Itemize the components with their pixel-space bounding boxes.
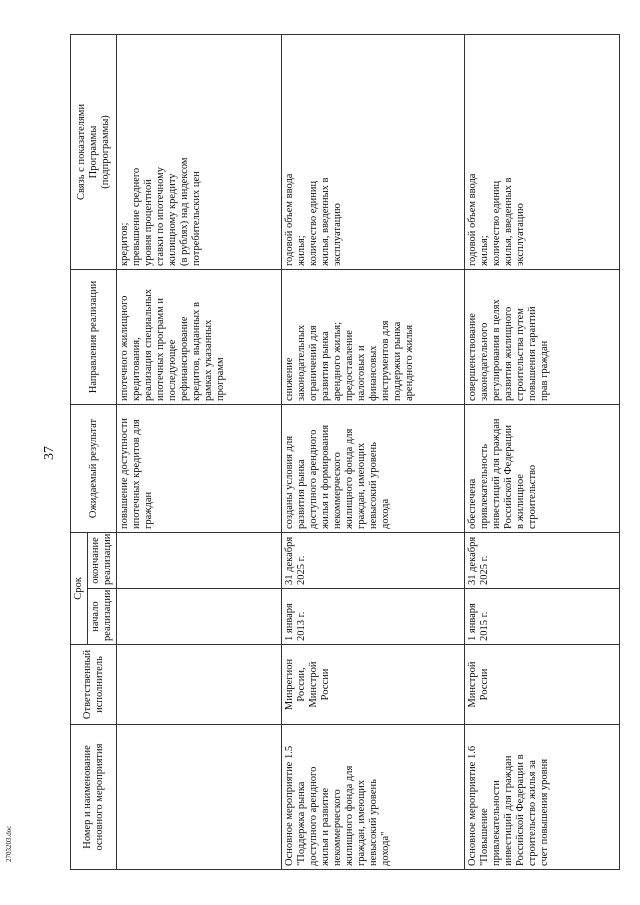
- header-event: [71, 725, 117, 870]
- text-line: кредитования,: [131, 337, 142, 401]
- header-term: Срок: [71, 532, 88, 644]
- text-line: совершенствование: [467, 313, 478, 401]
- page-number: 37: [42, 446, 57, 460]
- text-line: финансовых: [368, 345, 379, 401]
- text-line: Ответственный: [81, 649, 93, 720]
- text-line: предоставление: [344, 330, 355, 401]
- text-line: Российской Федерации: [503, 425, 514, 529]
- cell-directions: [282, 269, 465, 404]
- cell-end: [282, 532, 465, 588]
- text-line: 31 декабря: [284, 536, 295, 585]
- text-line: годовой объем ввода: [467, 173, 478, 266]
- text-line: жилья, введенных в: [320, 177, 331, 266]
- text-line: Основное мероприятие 1.6: [467, 745, 478, 866]
- footer-filename: 2703203.doc: [5, 825, 13, 862]
- text-line: Минстрой: [308, 661, 319, 708]
- text-line: потребительских цен: [191, 171, 202, 266]
- header-start: [88, 589, 117, 645]
- header-end: [88, 532, 117, 588]
- table-row: [465, 34, 620, 869]
- cell-executor: [465, 645, 620, 725]
- text-line: уровня процентной: [143, 179, 154, 266]
- text-line: жилищного фонда для: [344, 428, 355, 529]
- text-line: России: [479, 668, 490, 701]
- text-line: исполнитель: [93, 656, 105, 713]
- text-line: Российской Федерации в: [515, 754, 526, 866]
- text-line: Минстрой: [467, 661, 478, 708]
- text-line: рефинансирование: [179, 316, 190, 401]
- text-line: созданы условия для: [284, 435, 295, 529]
- events-table-wrapper: [70, 35, 620, 870]
- text-line: 2025 г.: [296, 555, 307, 585]
- text-line: арендного жилья;: [332, 322, 343, 401]
- text-line: Номер и наименование: [81, 745, 93, 849]
- text-line: годовой объем ввода: [284, 173, 295, 266]
- text-line: "Поддержка рынка: [296, 781, 307, 866]
- text-line: невысокий уровень: [368, 779, 379, 866]
- text-line: граждан: [143, 491, 154, 529]
- cell-event: [465, 725, 620, 870]
- text-line: жилья и развитие: [320, 787, 331, 866]
- header-executor: [71, 645, 117, 725]
- text-line: последующее: [167, 339, 178, 401]
- text-line: налоговых и: [356, 345, 367, 401]
- text-line: законодательного: [479, 322, 490, 401]
- text-line: рамках указанных: [203, 319, 214, 401]
- text-line: повышения гарантий: [527, 306, 538, 401]
- text-line: развития рынка: [320, 331, 331, 401]
- text-line: ипотечных кредитов для: [131, 419, 142, 529]
- text-line: счет повышения уровня: [539, 758, 550, 866]
- text-line: реализация специальных: [143, 288, 154, 401]
- cell-result: [465, 404, 620, 532]
- text-line: жилья, введенных в: [503, 177, 514, 266]
- text-line: доступного арендного: [308, 429, 319, 529]
- text-line: (в рублях) над индексом: [179, 157, 190, 266]
- text-line: строительство: [527, 464, 538, 529]
- text-line: начало: [90, 601, 101, 632]
- cell-result: [282, 404, 465, 532]
- text-line: жилищного фонда для: [344, 765, 355, 866]
- cell-end: [465, 532, 620, 588]
- cell-start: [465, 589, 620, 645]
- text-line: окончание: [90, 537, 101, 584]
- text-line: строительства путем: [515, 308, 526, 401]
- text-line: эксплуатацию: [515, 203, 526, 266]
- text-line: России,: [296, 667, 307, 702]
- text-line: граждан, имеющих: [356, 779, 367, 866]
- text-line: России: [320, 668, 331, 701]
- text-line: 31 декабря: [467, 536, 478, 585]
- text-line: ограничений для: [308, 325, 319, 401]
- text-line: в жилищное: [515, 473, 526, 529]
- text-line: Основное мероприятие 1.5: [284, 745, 295, 866]
- text-line: некоммерческого: [332, 452, 343, 529]
- text-line: 1 января: [467, 603, 478, 641]
- cell-directions: [465, 269, 620, 404]
- text-line: привлекательность: [479, 444, 490, 529]
- text-line: законодательных: [296, 324, 307, 401]
- text-line: жилья;: [479, 235, 490, 266]
- text-line: превышение среднего: [131, 167, 142, 266]
- text-line: "Повышение: [479, 808, 490, 866]
- text-line: ставки по ипотечному: [155, 166, 166, 266]
- text-line: повышение доступности: [119, 418, 130, 529]
- cell-event: [282, 725, 465, 870]
- text-line: регулирования в целях: [491, 299, 502, 401]
- text-line: программ: [215, 357, 226, 401]
- text-line: 2015 г.: [479, 611, 490, 641]
- text-line: инвестиций для граждан: [491, 418, 502, 529]
- text-line: Программы: [87, 125, 99, 179]
- text-line: арендного жилья: [404, 324, 415, 401]
- text-line: некоммерческого: [332, 789, 343, 866]
- text-line: реализации: [102, 533, 113, 585]
- text-line: жилищному кредиту: [167, 173, 178, 266]
- text-line: кредитов;: [119, 222, 130, 266]
- text-line: 1 января: [284, 603, 295, 641]
- text-line: количество единиц: [491, 180, 502, 266]
- text-line: жилья и формирования: [320, 424, 331, 529]
- text-line: развития жилищного: [503, 306, 514, 401]
- text-line: прав граждан: [539, 340, 550, 401]
- text-line: реализации: [102, 589, 113, 641]
- cell-end: [117, 532, 282, 588]
- text-line: строительство жилья за: [527, 760, 538, 866]
- cell-event: [117, 725, 282, 870]
- cell-start: [117, 589, 282, 645]
- text-line: 2013 г.: [296, 611, 307, 641]
- header-result: Ожидаемый результат: [71, 404, 117, 532]
- cell-link: [465, 34, 620, 269]
- text-line: инструментов для: [380, 320, 391, 401]
- text-line: доступного арендного: [308, 766, 319, 866]
- text-line: инвестиций для граждан: [503, 755, 514, 866]
- text-line: поддержки рынка: [392, 321, 403, 401]
- cell-executor: [282, 645, 465, 725]
- cell-link: [282, 34, 465, 269]
- text-line: жилья;: [296, 235, 307, 266]
- text-line: ипотечных программ и: [155, 297, 166, 401]
- events-table: [70, 34, 620, 870]
- table-row: [117, 34, 282, 869]
- text-line: снижение: [284, 357, 295, 401]
- text-line: ипотечного жилищного: [119, 295, 130, 401]
- text-line: 2025 г.: [479, 555, 490, 585]
- text-line: кредитов, выданных в: [191, 302, 202, 401]
- text-line: граждан, имеющих: [356, 442, 367, 529]
- text-line: привлекательности: [491, 780, 502, 866]
- table-row: [282, 34, 465, 869]
- header-directions: Направления реализации: [71, 269, 117, 404]
- cell-link: [117, 34, 282, 269]
- text-line: количество единиц: [308, 180, 319, 266]
- text-line: обеспечена: [467, 478, 478, 529]
- cell-result: [117, 404, 282, 532]
- text-line: дохода: [380, 498, 391, 529]
- text-line: основного мероприятия: [93, 743, 105, 851]
- text-line: эксплуатацию: [332, 203, 343, 266]
- cell-executor: [117, 645, 282, 725]
- text-line: (подпрограммы): [99, 115, 111, 189]
- text-line: Минрегион: [284, 658, 295, 711]
- text-line: невысокий уровень: [368, 442, 379, 529]
- text-line: развития рынка: [296, 459, 307, 529]
- cell-directions: [117, 269, 282, 404]
- text-line: дохода": [380, 831, 391, 866]
- text-line: Связь с показателями: [75, 103, 87, 201]
- header-link: [71, 34, 117, 269]
- cell-start: [282, 589, 465, 645]
